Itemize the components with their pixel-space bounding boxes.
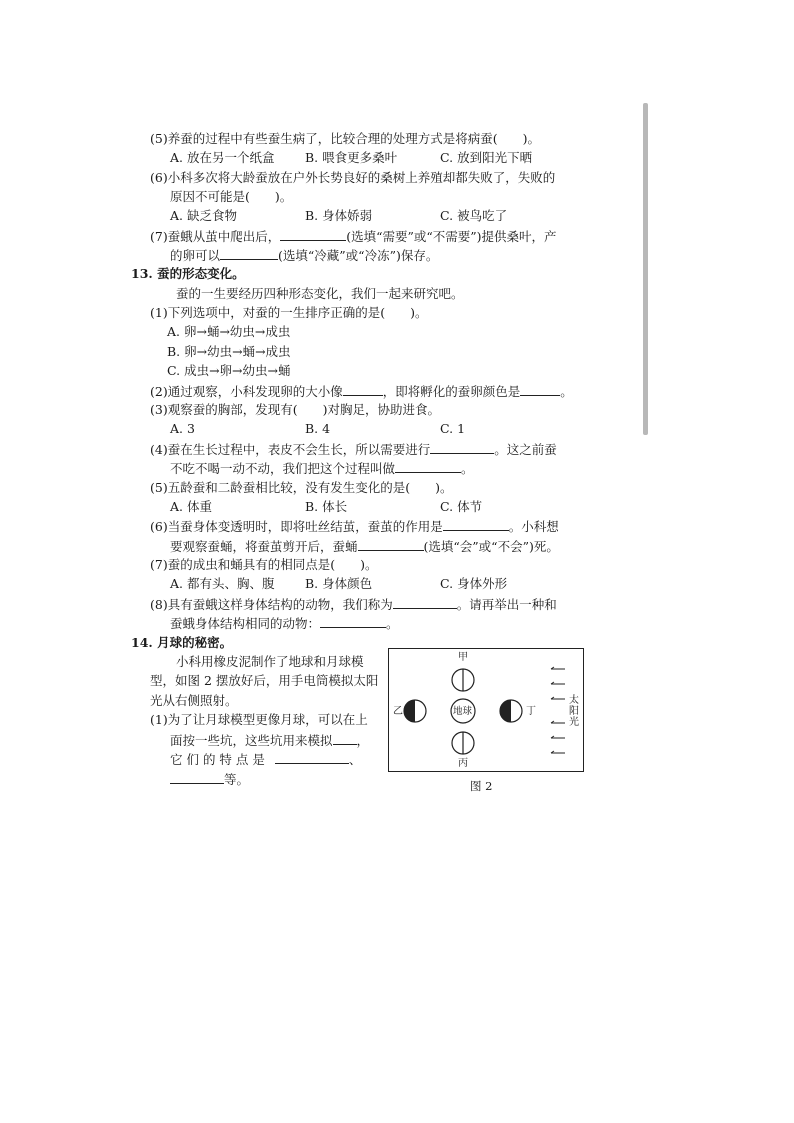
q14-1-blank-2[interactable]	[275, 751, 349, 764]
q13-2-blank-1[interactable]	[343, 383, 383, 396]
label-earth: 地球	[453, 706, 473, 717]
label-sunlight-2: 阳	[569, 706, 579, 717]
q14-1-text-a: 面按一些坑，这些坑用来模拟	[170, 733, 333, 748]
q14-para-line1: 小科用橡皮泥制作了地球和月球模	[176, 654, 364, 669]
q14-1-line4	[170, 771, 249, 788]
q13-4-text-b: 。这之前蚕	[494, 442, 557, 457]
moon-left	[404, 700, 426, 722]
q13-1-option-c: C. 成虫→卵→幼虫→蛹	[167, 363, 291, 378]
q13-4-blank-1[interactable]	[430, 441, 494, 454]
q13-5-option-c: C. 体节	[440, 499, 483, 514]
q13-6-text-a: (6)当蚕身体变透明时，即将吐丝结茧，蚕茧的作用是	[150, 519, 443, 534]
scrollbar[interactable]	[643, 103, 648, 435]
q13-7-option-c: C. 身体外形	[440, 576, 508, 591]
q13-2-blank-2[interactable]	[520, 383, 560, 396]
q13-title: 13. 蚕的形态变化。	[131, 266, 245, 281]
q13-4-text-a: (4)蚕在生长过程中，表皮不会生长，所以需要进行	[150, 442, 431, 457]
q12-7-text-b: (选填“需要”或“不需要”)提供桑叶，产	[346, 229, 557, 244]
q13-8-text-b: 。请再举出一种和	[456, 597, 557, 612]
q14-para-line3: 光从右侧照射。	[150, 693, 238, 708]
q12-5-option-b: B. 喂食更多桑叶	[305, 150, 398, 165]
q13-6-text-d: (选填“会”或“不会”)死。	[423, 539, 559, 554]
q12-5-option-c: C. 放到阳光下晒	[440, 150, 533, 165]
q12-7-blank-2[interactable]	[220, 247, 278, 260]
label-ding: 丁	[526, 706, 536, 717]
moon-right	[500, 700, 522, 722]
q12-7-text-c: 的卵可以	[170, 248, 221, 263]
q13-6-text-c: 要观察蚕蛹，将蚕茧剪开后，蚕蛹	[170, 539, 358, 554]
q14-1-text-e: 等。	[224, 772, 250, 787]
q13-4-text-d: 。	[461, 461, 474, 476]
q13-4-line1	[150, 441, 557, 458]
q12-6-stem-line1: (6)小科多次将大龄蚕放在户外长势良好的桑树上养殖却都失败了，失败的	[150, 170, 556, 185]
q13-8-text-c: 蚕蛾身体结构相同的动物：	[170, 616, 321, 631]
q13-1-option-b: B. 卵→幼虫→蛹→成虫	[167, 344, 291, 359]
q13-intro: 蚕的一生要经历四种形态变化，我们一起来研究吧。	[176, 286, 464, 301]
label-jia: 甲	[458, 652, 468, 663]
moon-top	[452, 669, 474, 691]
figure-2-earth-moon-model	[388, 648, 584, 772]
q14-1-blank-3[interactable]	[170, 771, 224, 784]
q14-title: 14. 月球的秘密。	[131, 635, 233, 650]
q14-1-text-c: 它 们 的 特 点 是	[170, 752, 265, 767]
q14-1-line1: (1)为了让月球模型更像月球，可以在上	[150, 712, 368, 727]
q13-6-line1	[150, 518, 559, 535]
q13-2-text-c: 。	[560, 384, 573, 399]
sunlight-arrows	[551, 667, 565, 753]
label-sunlight-3: 光	[569, 717, 579, 728]
q13-8-blank-2[interactable]	[320, 615, 386, 628]
q13-6-blank-2[interactable]	[358, 538, 424, 551]
q12-6-option-a: A. 缺乏食物	[170, 208, 237, 223]
q13-2-line	[150, 383, 573, 400]
q13-4-text-c: 不吃不喝一动不动，我们把这个过程叫做	[170, 461, 396, 476]
q12-7-text-a: (7)蚕蛾从茧中爬出后，	[150, 229, 281, 244]
label-yi: 乙	[393, 706, 403, 717]
q14-para-line2: 型，如图 2 摆放好后，用手电筒模拟太阳	[150, 673, 379, 688]
q13-7-option-a: A. 都有头、胸、腹	[170, 576, 275, 591]
q12-7-line2	[170, 247, 438, 264]
q13-8-line2	[170, 615, 399, 632]
q13-4-line2	[170, 460, 474, 477]
q13-8-text-a: (8)具有蚕蛾这样身体结构的动物，我们称为	[150, 597, 393, 612]
q13-3-option-b: B. 4	[305, 421, 331, 436]
q13-1-option-a: A. 卵→蛹→幼虫→成虫	[167, 324, 291, 339]
q13-3-stem: (3)观察蚕的胸部，发现有( )对胸足，协助进食。	[150, 402, 440, 417]
q13-6-text-b: 。小科想	[508, 519, 559, 534]
q12-6-option-c: C. 被鸟吃了	[440, 208, 508, 223]
q13-8-blank-1[interactable]	[393, 596, 457, 609]
q12-6-stem-line2: 原因不可能是( )。	[170, 189, 293, 204]
q13-2-text-a: (2)通过观察，小科发现卵的大小像	[150, 384, 343, 399]
q13-5-stem: (5)五龄蚕和二龄蚕相比较，没有发生变化的是( )。	[150, 480, 453, 495]
q14-1-line3	[170, 751, 361, 768]
figure-2-drawing	[389, 649, 585, 773]
q13-2-text-b: ，即将孵化的蚕卵颜色是	[382, 384, 521, 399]
q13-3-option-a: A. 3	[170, 421, 195, 436]
q13-7-option-b: B. 身体颜色	[305, 576, 373, 591]
q13-8-line1	[150, 596, 557, 613]
q13-5-option-b: B. 体长	[305, 499, 348, 514]
q13-8-text-d: 。	[386, 616, 399, 631]
figure-2-caption: 图 2	[470, 779, 493, 793]
q13-5-option-a: A. 体重	[170, 499, 212, 514]
q12-6-option-b: B. 身体娇弱	[305, 208, 373, 223]
q14-1-blank-1[interactable]	[333, 732, 357, 745]
q12-7-blank-1[interactable]	[280, 228, 346, 241]
label-bing: 丙	[458, 758, 468, 769]
q13-1-stem: (1)下列选项中，对蚕的一生排序正确的是( )。	[150, 305, 428, 320]
q13-6-line2	[170, 538, 559, 555]
moon-bottom	[452, 732, 474, 754]
q14-1-text-d: 、	[348, 752, 362, 767]
q12-5-stem: (5)养蚕的过程中有些蚕生病了，比较合理的处理方式是将病蚕( )。	[150, 131, 540, 146]
q13-7-stem: (7)蚕的成虫和蛹具有的相同点是( )。	[150, 557, 378, 572]
q13-3-option-c: C. 1	[440, 421, 466, 436]
q13-4-blank-2[interactable]	[395, 460, 461, 473]
label-sunlight-1: 太	[569, 695, 579, 706]
q12-5-option-a: A. 放在另一个纸盒	[170, 150, 275, 165]
q14-1-line2	[170, 732, 369, 749]
q12-7-line1	[150, 228, 557, 245]
q12-7-text-d: (选填“冷藏”或“冷冻”)保存。	[278, 248, 439, 263]
q14-1-text-b: ，	[356, 733, 370, 748]
q13-6-blank-1[interactable]	[443, 518, 509, 531]
